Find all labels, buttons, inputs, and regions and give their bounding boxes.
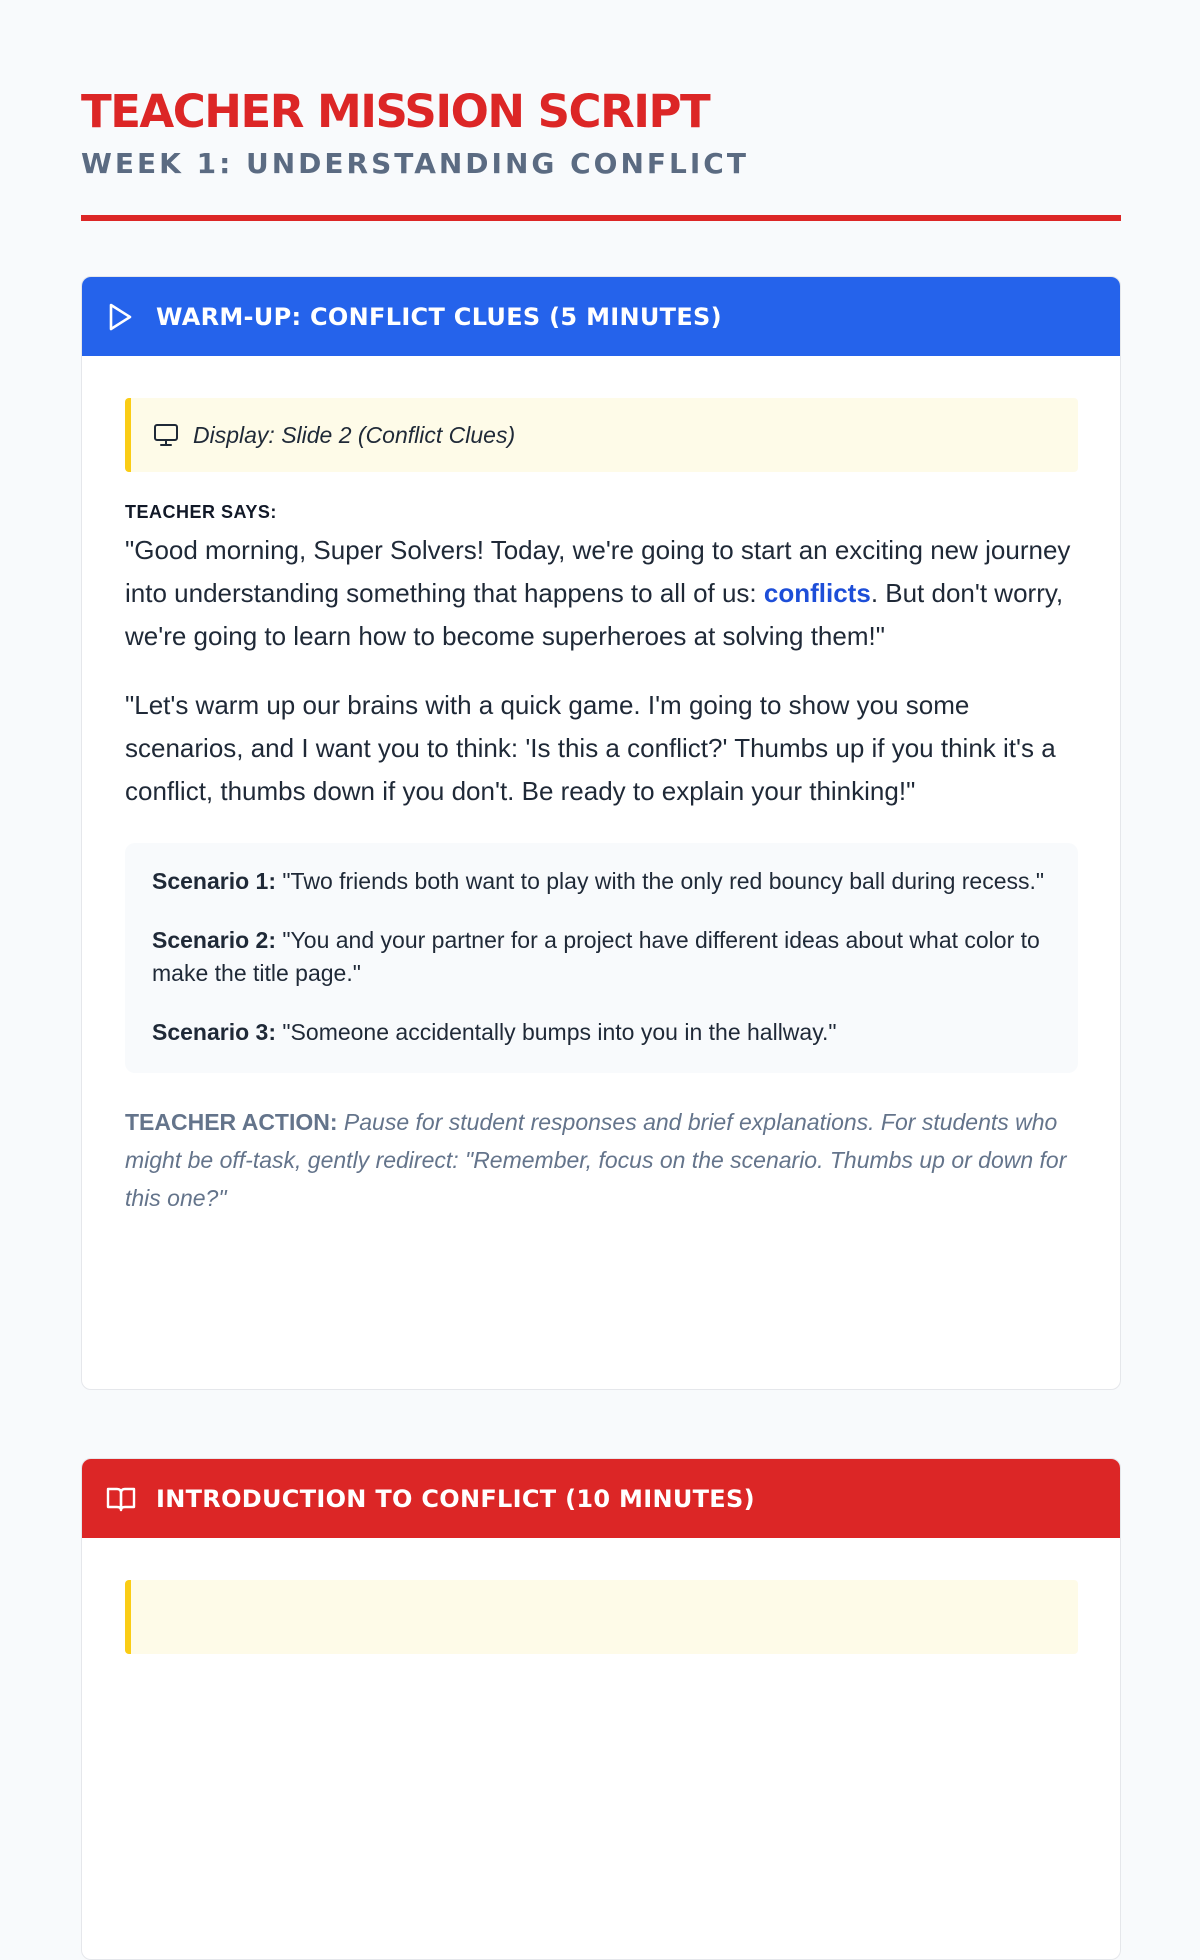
section-introduction bbox=[81, 1458, 1121, 1960]
scenario-list bbox=[125, 843, 1078, 1073]
scenario-label: Scenario 2: bbox=[152, 927, 276, 953]
scenario-label: Scenario 3: bbox=[152, 1019, 276, 1045]
document-header bbox=[81, 0, 1121, 221]
display-callout bbox=[125, 398, 1078, 472]
teacher-says-paragraph: "Let's warm up our brains with a quick game. I'm going to show you some scenarios, and I want you to think: 'Is this a conflict?' Thumbs up if you think it's a conflict, thumbs down if you don't. Be ready to explain your thinking!" bbox=[125, 690, 1056, 806]
teacher-action-text: Pause for student responses and brief explanations. For students who might be off-task, gently redirect: "Remember, focus on the scenario. Thumbs up or down for this one?" bbox=[125, 1109, 1067, 1211]
paragraph-text: "Good morning, Super Solvers! Today, we're going to start an exciting new journey into understanding something that happens to all of us: bbox=[125, 535, 1071, 608]
page-title: TEACHER MISSION SCRIPT bbox=[81, 85, 710, 138]
play-icon bbox=[106, 302, 136, 332]
display-callout bbox=[125, 1580, 1078, 1654]
section-warm-up bbox=[81, 276, 1121, 1390]
page bbox=[81, 0, 1121, 1960]
section-body bbox=[82, 356, 1120, 1217]
teacher-says-paragraph bbox=[125, 529, 1078, 658]
book-icon bbox=[106, 1484, 136, 1514]
header-divider bbox=[81, 215, 1121, 221]
scenario-text: "You and your partner for a project have different ideas about what color to make the title page." bbox=[152, 927, 1040, 986]
section-title: INTRODUCTION TO CONFLICT (10 MINUTES) bbox=[156, 1484, 755, 1513]
scenario-text: "Two friends both want to play with the only red bouncy ball during recess." bbox=[282, 868, 1045, 894]
section-header bbox=[82, 1459, 1120, 1538]
teacher-action bbox=[125, 1103, 1078, 1217]
section-title: WARM-UP: CONFLICT CLUES (5 MINUTES) bbox=[156, 302, 722, 331]
display-text: Display: Slide 2 (Conflict Clues) bbox=[193, 421, 516, 448]
scenario-item bbox=[152, 865, 1050, 898]
monitor-icon bbox=[153, 421, 181, 449]
page-subtitle: WEEK 1: UNDERSTANDING CONFLICT bbox=[81, 147, 749, 180]
paragraph-text: . But don't worry, we're going to learn how to become superheroes at solving them!" bbox=[125, 578, 1064, 651]
scenario-label: Scenario 1: bbox=[152, 868, 276, 894]
teacher-action-label: TEACHER ACTION: bbox=[125, 1109, 338, 1135]
scenario-text: "Someone accidentally bumps into you in the hallway." bbox=[282, 1019, 837, 1045]
teacher-says-label: TEACHER SAYS: bbox=[125, 502, 277, 522]
key-term: conflicts bbox=[763, 578, 871, 608]
scenario-item bbox=[152, 924, 1050, 990]
section-body bbox=[82, 1538, 1120, 1654]
section-header bbox=[82, 277, 1120, 356]
scenario-item bbox=[152, 1016, 1050, 1049]
